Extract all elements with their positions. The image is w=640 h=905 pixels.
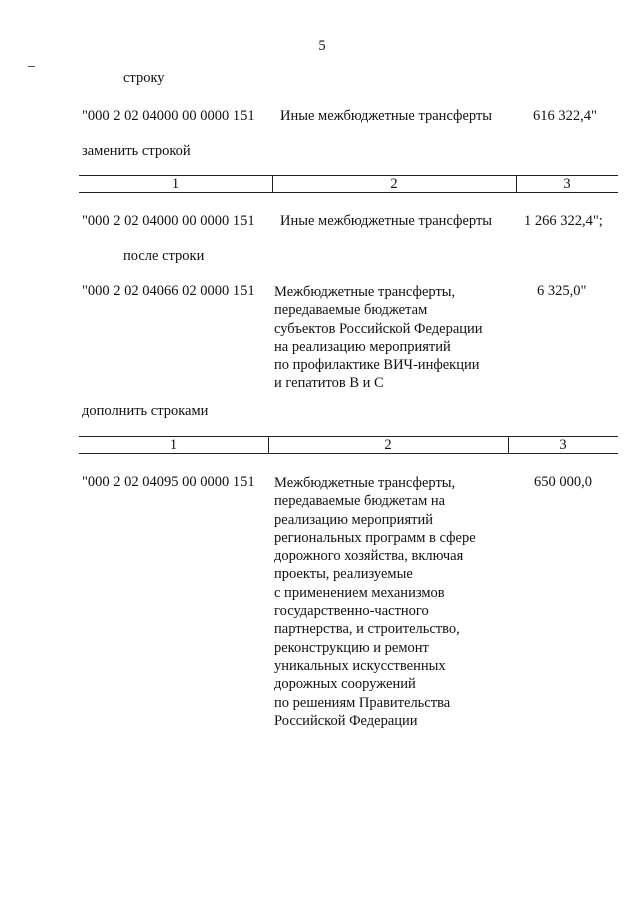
- row4-name-line: реализацию мероприятий: [274, 511, 433, 528]
- page-number: 5: [318, 38, 326, 54]
- row4-amount: 650 000,0: [534, 474, 592, 490]
- row4-name-line: государственно-частного: [274, 603, 429, 620]
- header1-col1: 1: [171, 176, 180, 192]
- row4-name-line: по решениям Правительства: [274, 694, 451, 711]
- row3-name-line: по профилактике ВИЧ-инфекции: [274, 357, 480, 374]
- row3-code: "000 2 02 04066 02 0000 151: [82, 283, 255, 299]
- scan-mark: [28, 66, 35, 67]
- row2-amount: 1 266 322,4";: [524, 213, 603, 229]
- row3-name: [274, 283, 483, 393]
- header2-col3: 3: [559, 437, 567, 453]
- row3-name-line: Межбюджетные трансферты,: [274, 284, 456, 300]
- row4-name-line: передаваемые бюджетам на: [274, 493, 446, 510]
- row1-name: Иные межбюджетные трансферты: [280, 108, 493, 124]
- row3-name-line: субъектов Российской Федерации: [274, 320, 483, 337]
- row1-code: "000 2 02 04000 00 0000 151: [82, 108, 255, 124]
- row4-name-line: дорожных сооружений: [274, 676, 416, 693]
- after-label: после строки: [123, 248, 205, 264]
- row4-name-line: с применением механизмов: [274, 584, 445, 601]
- row1-amount: 616 322,4": [533, 108, 597, 124]
- row4-name-line: Межбюджетные трансферты,: [274, 475, 456, 491]
- header1-col2: 2: [390, 176, 398, 192]
- row4-name-line: проекты, реализуемые: [274, 566, 413, 583]
- header1-bottom-rule: [79, 192, 618, 193]
- intro-text: строку: [123, 70, 165, 86]
- row4-name-line: Российской Федерации: [274, 712, 418, 729]
- row4-name-line: дорожного хозяйства, включая: [274, 548, 464, 565]
- header1-col3: 3: [563, 176, 571, 192]
- row3-name-line: передаваемые бюджетам: [274, 302, 428, 319]
- row4-name: [274, 474, 476, 730]
- row4-name-line: реконструкцию и ремонт: [274, 639, 429, 656]
- row4-name-line: региональных программ в сфере: [274, 529, 476, 546]
- header2-bottom-rule: [79, 453, 618, 454]
- row4-code: "000 2 02 04095 00 0000 151: [82, 474, 255, 490]
- row2-code: "000 2 02 04000 00 0000 151: [82, 213, 255, 229]
- row2-name: Иные межбюджетные трансферты: [280, 213, 493, 229]
- row3-amount: 6 325,0": [537, 283, 587, 299]
- row3-name-line: на реализацию мероприятий: [274, 338, 451, 355]
- replace-label: заменить строкой: [82, 143, 191, 159]
- row4-name-line: партнерства, и строительство,: [274, 621, 460, 638]
- header2-col2: 2: [384, 437, 392, 453]
- row4-name-line: уникальных искусственных: [274, 657, 446, 674]
- append-label: дополнить строками: [82, 403, 209, 419]
- header2-col1: 1: [169, 437, 178, 453]
- row3-name-line: и гепатитов В и С: [274, 375, 384, 392]
